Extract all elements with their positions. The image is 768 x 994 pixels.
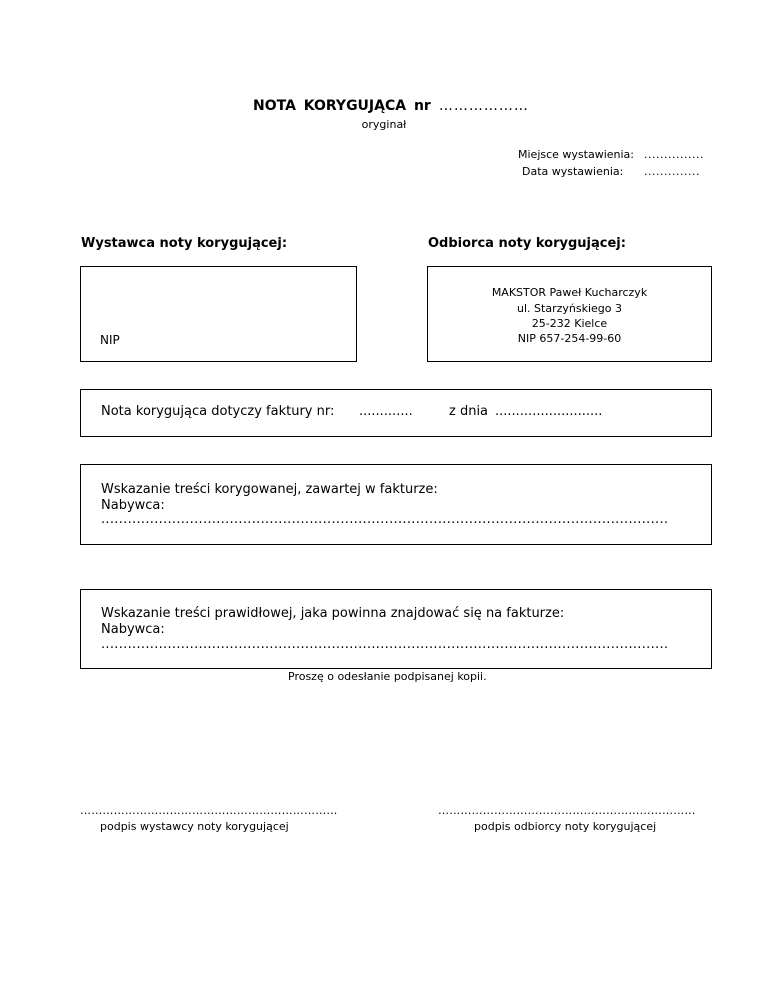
note-number-placeholder: ………………: [438, 98, 529, 114]
issuer-signature-label: podpis wystawcy noty korygującej: [100, 820, 289, 833]
issuer-box: [80, 266, 357, 362]
copy-type-label: oryginał: [361, 118, 407, 131]
document-title: [253, 98, 529, 114]
correct-content-box: [80, 589, 712, 669]
incorrect-content-box: [80, 464, 712, 545]
invoice-reference-box: [80, 389, 712, 437]
invoice-date-label: z dnia: [449, 404, 489, 419]
recipient-signature-line: ……………………………………………………………: [438, 804, 696, 817]
recipient-nip: NIP 657-254-99-60: [517, 332, 622, 345]
return-copy-note: Proszę o odesłanie podpisanej kopii.: [288, 670, 487, 683]
issuer-signature-line: ……………………………………………………………: [80, 804, 338, 817]
recipient-box: [427, 266, 712, 362]
invoice-reference-label: Nota korygująca dotyczy faktury nr:: [101, 404, 335, 419]
issuer-heading: Wystawca noty korygującej:: [81, 236, 288, 251]
issue-date-value: ..............: [644, 165, 700, 178]
incorrect-buyer-dots: ................................................................................................................................: [101, 512, 669, 527]
incorrect-content-heading: Wskazanie treści korygowanej, zawartej w fakturze:: [101, 482, 438, 497]
correct-buyer-label: Nabywca:: [101, 622, 165, 637]
issue-date-label: Data wystawienia:: [522, 165, 624, 178]
recipient-heading: Odbiorca noty korygującej:: [428, 236, 626, 251]
correct-buyer-dots: ................................................................................................................................: [101, 637, 669, 652]
issue-place-label: Miejsce wystawienia:: [518, 148, 634, 161]
invoice-date-dots: ..........................: [495, 404, 603, 419]
title-text: NOTA KORYGUJĄCA nr: [253, 98, 431, 114]
incorrect-buyer-label: Nabywca:: [101, 498, 165, 513]
invoice-number-dots: .............: [359, 404, 413, 419]
recipient-street: ul. Starzyńskiego 3: [517, 302, 622, 315]
recipient-name: MAKSTOR Paweł Kucharczyk: [491, 286, 648, 299]
issuer-nip-label: NIP: [100, 333, 120, 347]
issue-place-value: ...............: [644, 148, 704, 161]
recipient-signature-label: podpis odbiorcy noty korygującej: [474, 820, 657, 833]
correct-content-heading: Wskazanie treści prawidłowej, jaka powinna znajdować się na fakturze:: [101, 606, 565, 621]
recipient-city: 25-232 Kielce: [531, 317, 608, 330]
